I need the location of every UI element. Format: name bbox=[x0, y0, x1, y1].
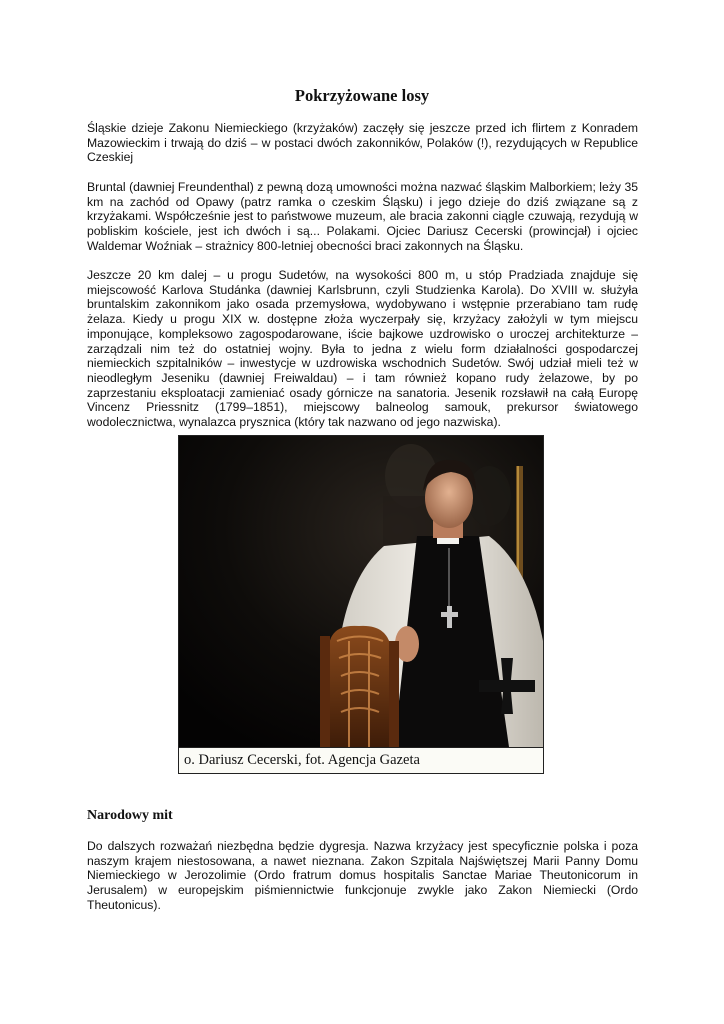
paragraph-bruntal: Bruntal (dawniej Freundenthal) z pewną dozą umowności można nazwać śląskim Malborkiem; leży 35 km na zachód od Opawy (patrz ramka o czeskim Śląsku) i jego dzieje do dziś związane są z krzyżakami. Współcześnie jest to państwowe muzeum, ale bracia zakonni ciągle czuwają, rezydują w pobliskim kościele, jest ich dwóch i są... Polakami. Ojciec Dariusz Cecerski (prowincjał) i ojciec Waldemar Woźniak – strażnicy 800-letniej obecności braci zakonnych na Śląsku. bbox=[87, 180, 638, 253]
photo-priest-portrait bbox=[179, 436, 543, 747]
paragraph-intro: Śląskie dzieje Zakonu Niemieckiego (krzyżaków) zaczęły się jeszcze przed ich flirtem z Konradem Mazowieckim i trwają do dziś – w postaci dwóch zakonników, Polaków (!), rezydujących w Republice Czeskiej bbox=[87, 121, 638, 165]
paragraph-dygresja: Do dalszych rozważań niezbędna będzie dygresja. Nazwa krzyżacy jest specyficznie polska i poza naszym krajem niestosowana, a nawet nieznana. Zakon Szpitala Najświętszej Marii Panny Domu Niemieckiego w Jerozolimie (Ordo fratrum domus hospitalis Sanctae Mariae Theutonicorum in Jerusalem) w europejskim piśmiennictwie funkcjonuje zwykle jako Zakon Niemiecki (Ordo Theutonicus). bbox=[87, 839, 638, 912]
section-heading: Narodowy mit bbox=[87, 808, 173, 823]
paragraph-karlova-studanka: Jeszcze 20 km dalej – u progu Sudetów, na wysokości 800 m, u stóp Pradziada znajduje się miejscowość Karlova Studánka (dawniej Karlsbrunn, czyli Studzienka Karola). Do XVIII w. służyła bruntalskim zakonnikom jako osada przemysłowa, wydobywano i wstępnie przerabiano tam rudę żelaza. Kiedy u progu XIX w. dostępne złoża wyczerpały się, krzyżacy założyli w tym miejscu imponujące, kompleksowo zagospodarowane, iście bajkowe uzdrowisko o uroczej architekturze – zarządzali nim też do ostatniej wojny. Była to jedna z wielu form działalności gospodarczej niemieckich szpitalników – inwestycje w uzdrowiska wschodnich Sudetów. Swój udział mieli też w nieodległym Jeseniku (dawniej Freiwaldau) – i tam również kopano rudy żelazowe, by po zaprzestaniu eksploatacji zamieniać osady górnicze na sanatoria. Jesenik rozsławił na całą Europę Vincenz Priessnitz (1799–1851), miejscowy balneolog samouk, prekursor światowego wodolecznictwa, wynalazca prysznica (który tak nazwano od jego nazwiska). bbox=[87, 268, 638, 430]
portrait-illustration bbox=[179, 436, 543, 747]
article-title: Pokrzyżowane losy bbox=[294, 86, 430, 105]
figure-photo-box bbox=[178, 435, 544, 774]
figure-caption: o. Dariusz Cecerski, fot. Agencja Gazeta bbox=[179, 747, 543, 773]
